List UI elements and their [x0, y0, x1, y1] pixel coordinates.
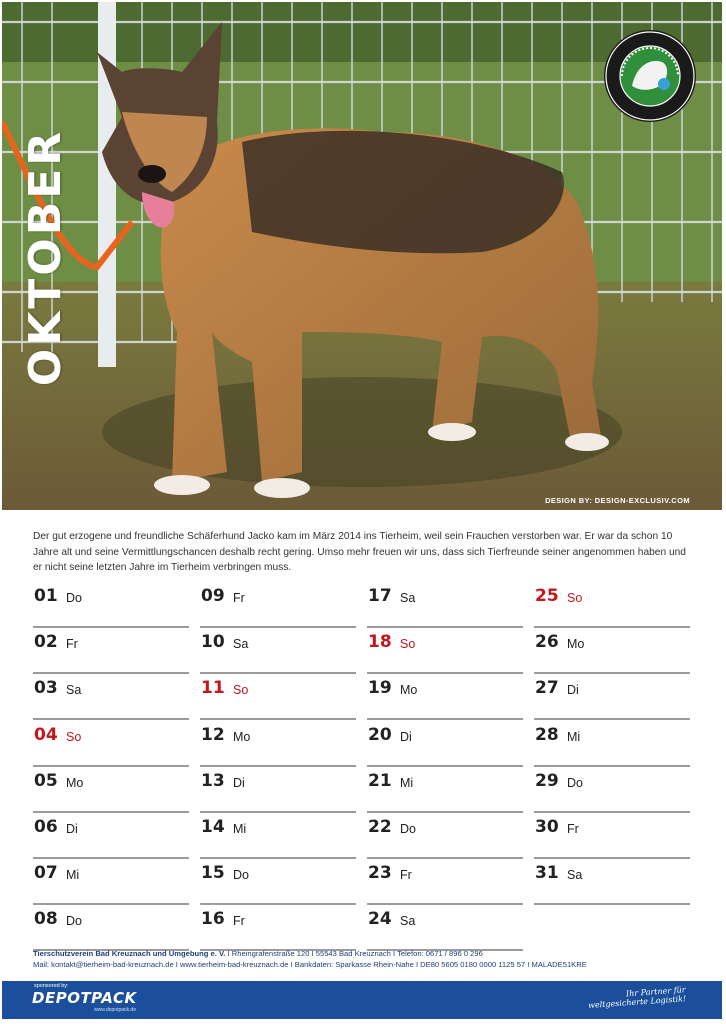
calendar-day	[200, 813, 356, 859]
calendar-day	[367, 767, 523, 813]
calendar-day	[200, 767, 356, 813]
calendar-day	[200, 628, 356, 674]
day-number: 05	[34, 770, 58, 791]
calendar-day	[367, 674, 523, 720]
day-number: 25	[535, 586, 559, 606]
calendar-day	[200, 721, 356, 767]
sponsor-url: www.depotpack.de	[94, 1007, 136, 1013]
day-number: 31	[535, 863, 559, 884]
weekday-label: Sa	[66, 683, 82, 698]
day-number: 02	[34, 632, 58, 653]
day-number: 16	[201, 909, 225, 930]
calendar-day	[200, 582, 356, 628]
calendar-day	[33, 905, 189, 951]
calendar-day	[33, 582, 189, 628]
day-number: 04	[34, 724, 58, 745]
weekday-label: Do	[233, 868, 249, 883]
sponsor-slogan: Ihr Partner für weltgesicherte Logistik!	[587, 985, 687, 1010]
address-phone: I Rheingrafenstraße 120 I 55543 Bad Kreuznach I Telefon: 0671 / 896 0 296	[225, 949, 483, 958]
calendar-day	[33, 859, 189, 905]
day-number: 01	[34, 586, 58, 606]
weekday-label: Mi	[567, 729, 581, 744]
day-number: 24	[368, 909, 392, 930]
day-number: 18	[368, 632, 392, 653]
calendar-day	[534, 628, 690, 674]
weekday-label: Fr	[400, 868, 412, 883]
calendar-day	[33, 813, 189, 859]
day-number: 12	[201, 724, 225, 745]
calendar-day	[200, 905, 356, 951]
day-number: 08	[34, 909, 58, 930]
day-number: 28	[535, 724, 559, 745]
day-number: 21	[368, 770, 392, 791]
day-number: 19	[368, 678, 392, 699]
calendar-day	[534, 859, 690, 905]
weekday-label: Mo	[567, 637, 585, 652]
contact-line-2: Mail: kontakt@tierheim-bad-kreuznach.de I www.tierheim-bad-kreuznach.de I Bankdaten: Sparkasse Rhein-Nahe I DE80 5605 0180 0000 1125 57 I MALADE51KRE	[33, 960, 587, 969]
day-number: 22	[368, 817, 392, 837]
day-number: 17	[368, 586, 392, 606]
day-number: 09	[201, 586, 225, 606]
weekday-label: Sa	[233, 637, 249, 652]
calendar-day	[367, 628, 523, 674]
calendar-day	[367, 582, 523, 628]
calendar-day	[534, 767, 690, 813]
dog-photo	[2, 2, 722, 510]
weekday-label: Do	[66, 591, 82, 605]
contact-line-1	[33, 948, 713, 959]
weekday-label: Sa	[567, 868, 583, 883]
weekday-label: Mo	[66, 775, 84, 790]
weekday-label: Mi	[66, 868, 80, 883]
calendar-day	[534, 582, 690, 628]
weekday-label: Di	[400, 729, 412, 744]
weekday-label: Di	[66, 822, 78, 836]
day-number: 26	[535, 632, 559, 653]
weekday-label: So	[567, 591, 583, 605]
weekday-label: So	[66, 729, 82, 744]
tierschutzverein-seal-icon	[602, 28, 698, 124]
day-number: 10	[201, 632, 225, 653]
design-credit: DESIGN BY: DESIGN-EXCLUSIV.COM	[545, 496, 690, 505]
organization-name: Tierschutzverein Bad Kreuznach und Umgebung e. V.	[33, 949, 226, 958]
organization-contact	[33, 948, 713, 970]
calendar-day	[200, 674, 356, 720]
weekday-label: Fr	[66, 637, 78, 652]
day-number: 03	[34, 678, 58, 699]
month-title: OKTOBER	[20, 128, 72, 386]
day-number: 07	[34, 863, 58, 884]
weekday-label: Mo	[400, 683, 418, 698]
weekday-label: Fr	[233, 591, 245, 605]
weekday-label: Di	[233, 775, 245, 790]
weekday-label: Do	[567, 775, 583, 790]
day-number: 15	[201, 863, 225, 884]
day-number: 23	[368, 863, 392, 884]
calendar-day	[33, 721, 189, 767]
day-number: 11	[201, 678, 225, 699]
weekday-label: Mi	[400, 775, 414, 790]
weekday-label: Fr	[567, 822, 579, 836]
calendar-day	[534, 721, 690, 767]
weekday-label: Mo	[233, 729, 251, 744]
day-number: 06	[34, 817, 58, 837]
weekday-label: Fr	[233, 914, 245, 929]
calendar-day	[33, 674, 189, 720]
calendar-day	[534, 813, 690, 859]
day-number: 14	[201, 817, 225, 837]
day-number: 13	[201, 770, 225, 791]
weekday-label: Do	[400, 822, 416, 836]
sponsored-by-label: sponsored by:	[34, 983, 69, 989]
day-number: 20	[368, 724, 392, 745]
calendar-day	[367, 905, 523, 951]
weekday-label: Sa	[400, 591, 416, 605]
weekday-label: So	[233, 683, 249, 698]
calendar-day	[33, 767, 189, 813]
weekday-label: Mi	[233, 822, 247, 836]
depotpack-logo: DEPOTPACK	[32, 989, 137, 1007]
sponsor-bar	[2, 981, 722, 1019]
weekday-label: Di	[567, 683, 579, 698]
calendar-day	[367, 721, 523, 767]
day-number: 30	[535, 817, 559, 837]
weekday-label: Do	[66, 914, 82, 929]
day-number: 29	[535, 770, 559, 791]
weekday-label: Sa	[400, 914, 416, 929]
calendar-day	[534, 674, 690, 720]
calendar-grid	[33, 582, 693, 942]
weekday-label: So	[400, 637, 416, 652]
dog-description: Der gut erzogene und freundliche Schäferhund Jacko kam im März 2014 ins Tierheim, weil sein Frauchen verstorben war. Er war da schon 10 Jahre alt und seine Vermittlungschancen deshalb recht gering. Umso mehr freuen wir uns, dass sich Tierfreunde seiner angenommen haben und er nicht seine letzten Jahre im Tierheim verbringen muss.	[33, 531, 686, 573]
calendar-day	[367, 859, 523, 905]
calendar-day	[33, 628, 189, 674]
calendar-day	[367, 813, 523, 859]
calendar-day	[200, 859, 356, 905]
day-number: 27	[535, 678, 559, 699]
